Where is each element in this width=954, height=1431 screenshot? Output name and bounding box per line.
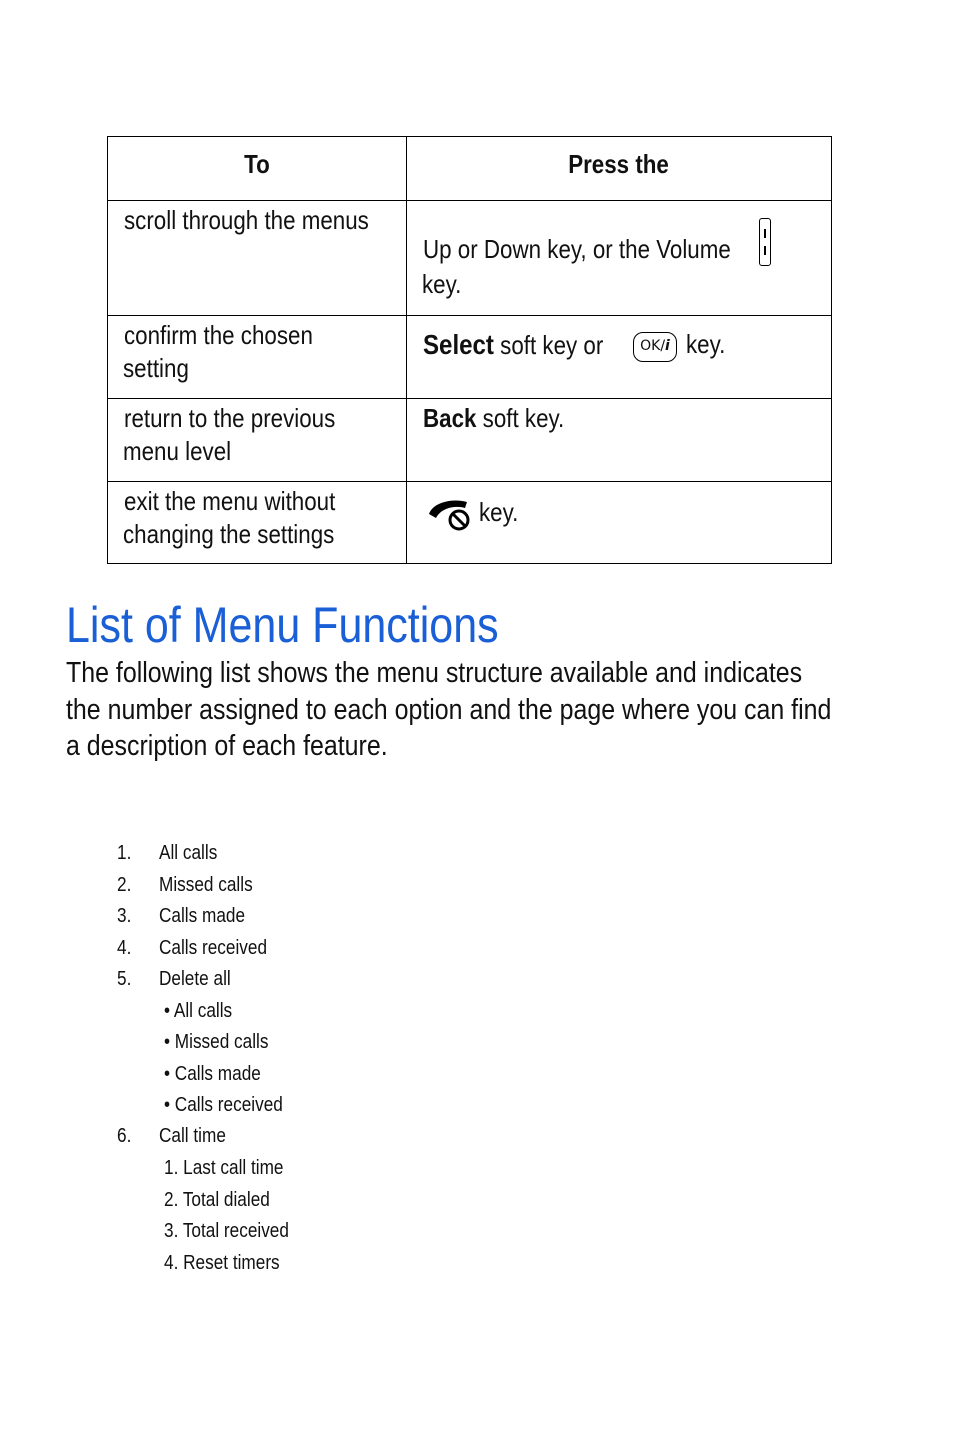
row-action-cont: menu level [123,436,232,466]
table-row [406,200,832,316]
row-key-cont: key. [422,269,462,299]
table-header-press: Press the [406,136,832,201]
intro-line: the number assigned to each option and the page where you can find [66,693,832,726]
row-action: exit the menu without [124,486,336,516]
table-row [107,398,407,482]
back-softkey-label: Back [423,403,477,433]
row-action: confirm the chosen [124,320,313,350]
table-row [107,315,407,399]
table-row [406,398,832,482]
row-action: scroll through the menus [124,205,369,235]
row-key: key. [479,497,519,527]
row-key: Up or Down key, or the Volume [423,234,731,264]
intro-line: The following list shows the menu structure available and indicates [66,657,803,689]
section-intro [66,655,946,765]
table-row [107,481,407,564]
table-row [107,200,407,316]
row-key-end: key. [686,329,726,359]
select-softkey-label: Select [423,329,494,360]
end-key-icon [427,496,473,532]
table-row [406,315,832,399]
ok-key-icon: OK/i [633,332,677,362]
row-action: return to the previous [124,403,336,433]
volume-key-icon [759,218,771,266]
section-title: List of Menu Functions [66,597,499,653]
row-key: soft key. [476,403,565,433]
row-action-cont: setting [123,353,189,383]
key-function-table [107,136,832,564]
row-key: soft key or [493,330,604,360]
row-action-cont: changing the settings [123,519,335,549]
table-header-to: To [107,136,407,201]
table-row [406,481,832,564]
intro-line: a description of each feature. [66,730,388,762]
